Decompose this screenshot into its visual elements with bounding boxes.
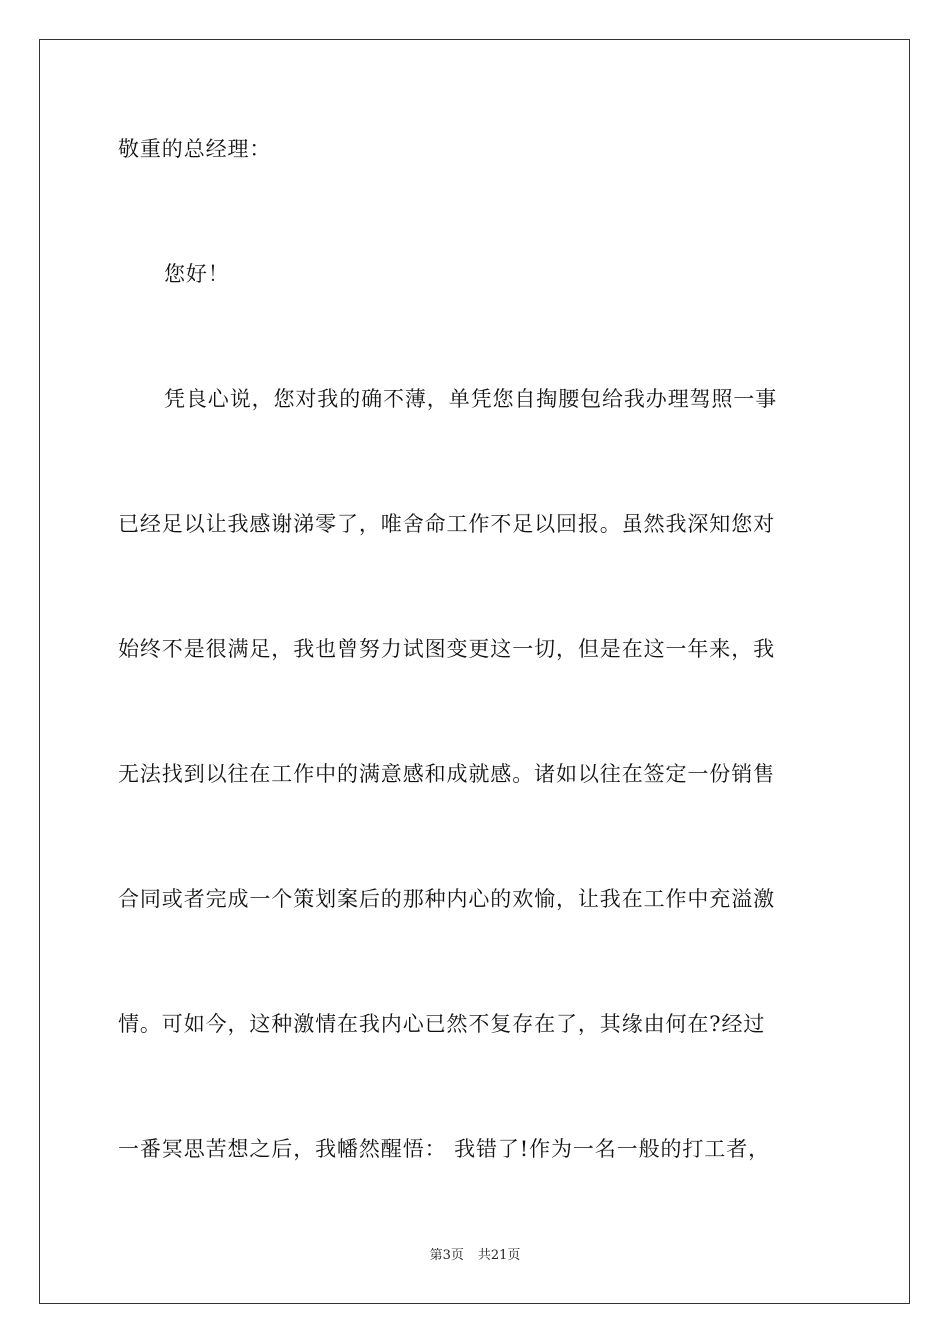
body-line: 已经足以让我感谢涕零了，唯舍命工作不足以回报。虽然我深知您对 [118, 512, 775, 536]
body-line: 始终不是很满足，我也曾努力试图变更这一切，但是在这一年来，我 [118, 637, 775, 661]
page-total: 共21页 [477, 1248, 521, 1263]
salutation: 敬重的总经理： [118, 137, 272, 161]
body-line: 无法找到以往在工作中的满意感和成就感。诸如以往在签定一份销售 [118, 762, 775, 786]
body-line: 凭良心说，您对我的确不薄，单凭您自掏腰包给我办理驾照一事 [164, 387, 778, 411]
page-footer [0, 1247, 950, 1265]
greeting: 您好！ [164, 262, 230, 286]
body-line: 合同或者完成一个策划案后的那种内心的欢愉，让我在工作中充溢激 [118, 887, 775, 911]
page-number: 第3页 [429, 1248, 464, 1263]
body-line: 情。可如今，这种激情在我内心已然不复存在了，其缘由何在?经过 [118, 1012, 766, 1036]
body-line: 一番冥思苦想之后，我幡然醒悟： 我错了!作为一名一般的打工者， [118, 1137, 771, 1161]
page-border [39, 39, 910, 1304]
